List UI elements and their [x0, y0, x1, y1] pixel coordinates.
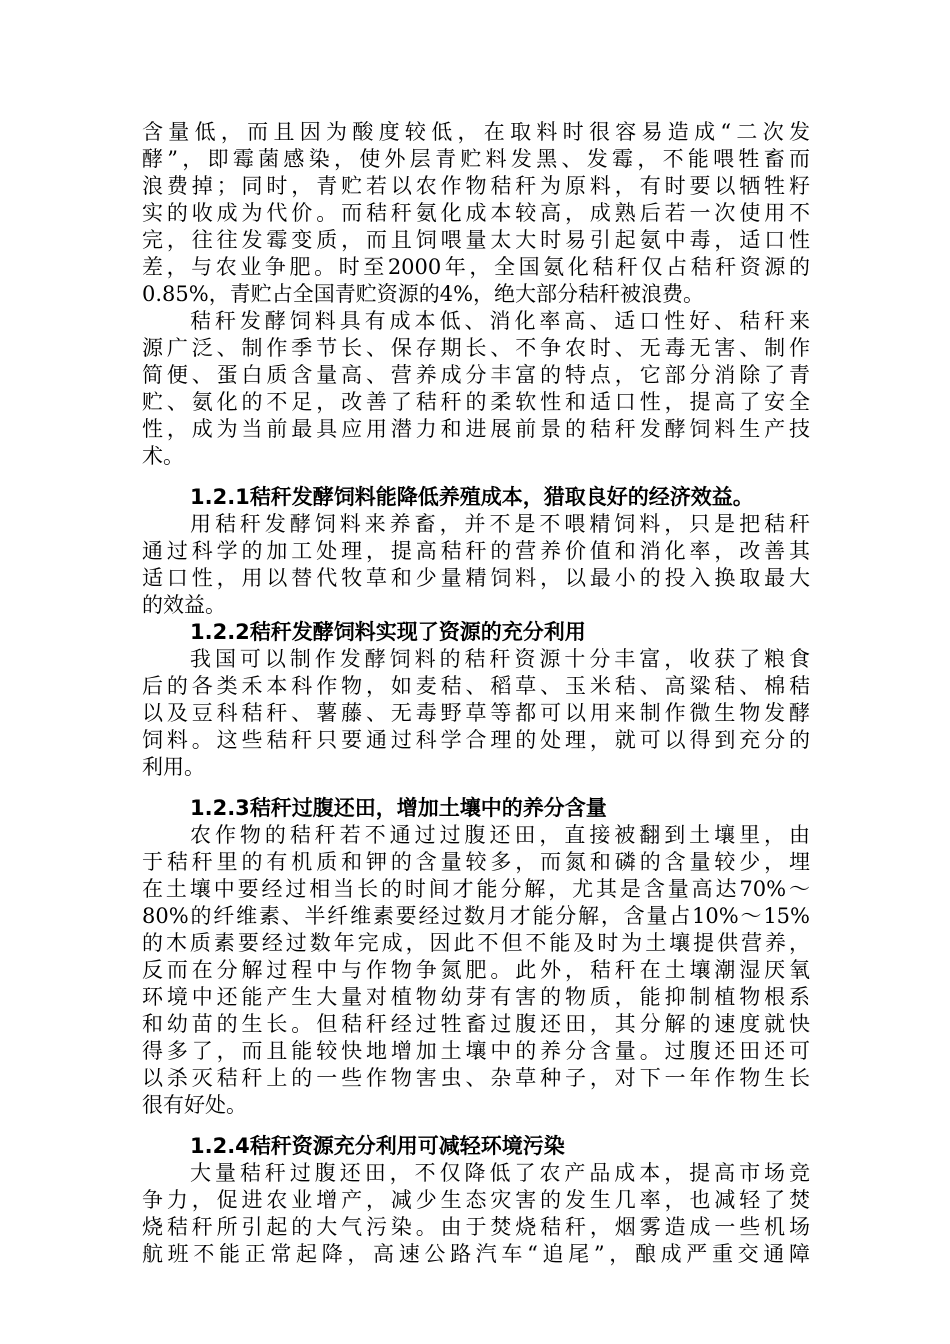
text-line: 我国可以制作发酵饲料的秸秆资源十分丰富，收获了粮食: [190, 647, 810, 671]
text-line: 和幼苗的生长。但秸秆经过牲畜过腹还田，其分解的速度就快: [142, 1012, 810, 1036]
text-line: 用秸秆发酵饲料来养畜，并不是不喂精饲料，只是把秸秆: [190, 512, 810, 536]
text-line: 的效益。: [142, 593, 226, 617]
text-line: 反而在分解过程中与作物争氮肥。此外，秸秆在土壤潮湿厌氧: [142, 958, 810, 982]
text-line: 农作物的秸秆若不通过过腹还田，直接被翻到土壤里，由: [190, 823, 810, 847]
text-line: 烧秸秆所引起的大气污染。由于焚烧秸秆，烟雾造成一些机场: [142, 1215, 810, 1239]
section-heading-1-2-3: 1.2.3秸秆过腹还田，增加土壤中的养分含量: [190, 796, 607, 820]
text-line: 于秸秆里的有机质和钾的含量较多，而氮和磷的含量较少，埋: [142, 850, 810, 874]
text-line: 简便、蛋白质含量高、营养成分丰富的特点，它部分消除了青: [142, 363, 810, 387]
section-heading-1-2-4: 1.2.4秸秆资源充分利用可减轻环境污染: [190, 1134, 565, 1158]
text-line: 术。: [142, 444, 184, 468]
text-line: 环境中还能产生大量对植物幼芽有害的物质，能抑制植物根系: [142, 985, 810, 1009]
text-line: 在土壤中要经过相当长的时间才能分解，尤其是含量高达70%～: [142, 877, 810, 901]
text-line: 得多了，而且能较快地增加土壤中的养分含量。过腹还田还可: [142, 1039, 810, 1063]
text-line: 0.85%，青贮占全国青贮资源的4%，绝大部分秸秆被浪费。: [142, 282, 705, 306]
text-line: 浪费掉；同时，青贮若以农作物秸秆为原料，有时要以牺牲籽: [142, 174, 810, 198]
text-line: 秸秆发酵饲料具有成本低、消化率高、适口性好、秸秆来: [190, 309, 810, 333]
text-line: 很有好处。: [142, 1093, 247, 1117]
text-line: 争力，促进农业增产，减少生态灾害的发生几率，也减轻了焚: [142, 1188, 810, 1212]
text-line: 适口性，用以替代牧草和少量精饲料，以最小的投入换取最大: [142, 566, 810, 590]
text-line: 以及豆科秸秆、薯藤、无毒野草等都可以用来制作微生物发酵: [142, 701, 810, 725]
text-line: 航班不能正常起降，高速公路汽车“追尾”，酿成严重交通障: [142, 1242, 810, 1266]
section-heading-1-2-2: 1.2.2秸秆发酵饲料实现了资源的充分利用: [190, 620, 586, 644]
text-line: 性，成为当前最具应用潜力和进展前景的秸秆发酵饲料生产技: [142, 417, 810, 441]
text-line: 实的收成为代价。而秸秆氨化成本较高，成熟后若一次使用不: [142, 201, 810, 225]
text-line: 差，与农业争肥。时至2000年，全国氨化秸秆仅占秸秆资源的: [142, 255, 810, 279]
text-line: 后的各类禾本科作物，如麦秸、稻草、玉米秸、高粱秸、棉秸: [142, 674, 810, 698]
text-line: 大量秸秆过腹还田，不仅降低了农产品成本，提高市场竞: [190, 1161, 810, 1185]
text-line: 80%的纤维素、半纤维素要经过数月才能分解，含量占10%～15%: [142, 904, 810, 928]
text-line: 饲料。这些秸秆只要通过科学合理的处理，就可以得到充分的: [142, 728, 810, 752]
text-line: 酵”，即霉菌感染，使外层青贮料发黑、发霉，不能喂牲畜而: [142, 147, 810, 171]
text-line: 贮、氨化的不足，改善了秸秆的柔软性和适口性，提高了安全: [142, 390, 810, 414]
text-line: 利用。: [142, 755, 205, 779]
text-line: 的木质素要经过数年完成，因此不但不能及时为土壤提供营养，: [142, 931, 810, 955]
section-heading-1-2-1: 1.2.1秸秆发酵饲料能降低养殖成本，猎取良好的经济效益。: [190, 485, 754, 509]
text-line: 源广泛、制作季节长、保存期长、不争农时、无毒无害、制作: [142, 336, 810, 360]
text-line: 完，往往发霉变质，而且饲喂量太大时易引起氨中毒，适口性: [142, 228, 810, 252]
text-line: 通过科学的加工处理，提高秸秆的营养价值和消化率，改善其: [142, 539, 810, 563]
text-line: 以杀灭秸秆上的一些作物害虫、杂草种子，对下一年作物生长: [142, 1066, 810, 1090]
text-line: 含量低，而且因为酸度较低，在取料时很容易造成“二次发: [142, 120, 810, 144]
